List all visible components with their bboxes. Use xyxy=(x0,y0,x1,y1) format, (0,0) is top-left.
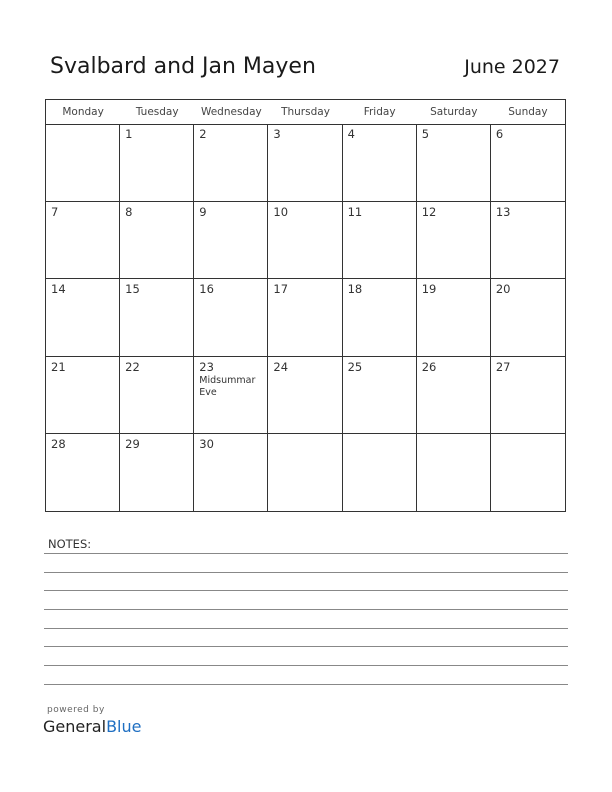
day-number: 29 xyxy=(125,437,140,452)
day-cell xyxy=(343,202,417,280)
day-cell xyxy=(46,124,120,202)
day-number: 22 xyxy=(125,359,140,374)
day-cell xyxy=(268,202,342,280)
calendar-grid xyxy=(45,99,566,512)
calendar-title: Svalbard and Jan Mayen xyxy=(50,54,316,79)
day-cell xyxy=(194,279,268,357)
notes-line xyxy=(44,665,568,666)
notes-line xyxy=(44,646,568,647)
day-grid xyxy=(46,124,565,512)
notes-line xyxy=(44,628,568,629)
powered-by-text: powered by xyxy=(47,705,105,715)
day-cell xyxy=(343,357,417,435)
day-event: Midsummar Eve xyxy=(199,374,256,398)
day-cell xyxy=(120,279,194,357)
notes-line xyxy=(44,572,568,573)
day-number: 27 xyxy=(495,359,511,374)
day-cell xyxy=(268,124,342,202)
notes-label: NOTES: xyxy=(48,537,92,551)
logo-text-general: General xyxy=(43,717,107,736)
day-cell xyxy=(491,202,565,280)
day-cell xyxy=(417,202,491,280)
day-cell xyxy=(46,202,120,280)
day-cell xyxy=(194,202,268,280)
day-number: 15 xyxy=(125,282,140,297)
day-number: 23 xyxy=(199,359,214,374)
day-number: 18 xyxy=(347,282,363,297)
day-cell xyxy=(343,279,417,357)
day-number: 6 xyxy=(495,127,504,141)
weekday-thursday: Thursday xyxy=(281,106,330,118)
calendar-month: June 2027 xyxy=(464,56,560,78)
day-cell xyxy=(46,357,120,435)
weekday-saturday: Saturday xyxy=(430,106,478,118)
day-cell xyxy=(417,279,491,357)
day-number: 20 xyxy=(495,282,511,297)
day-cell xyxy=(491,357,565,435)
day-cell xyxy=(343,124,417,202)
day-cell xyxy=(417,434,491,512)
day-number: 5 xyxy=(421,127,430,141)
day-cell xyxy=(268,279,342,357)
notes-line xyxy=(44,609,568,610)
day-cell xyxy=(120,434,194,512)
day-number: 11 xyxy=(347,204,363,219)
day-number: 3 xyxy=(273,127,281,141)
day-cell xyxy=(120,124,194,202)
day-cell xyxy=(343,434,417,512)
day-cell xyxy=(194,434,268,512)
day-number: 26 xyxy=(421,359,437,374)
day-number: 8 xyxy=(125,204,133,219)
weekday-sunday: Sunday xyxy=(508,106,548,118)
day-number: 13 xyxy=(495,204,511,219)
generalblue-logo xyxy=(43,717,141,736)
day-cell xyxy=(120,357,194,435)
day-number: 9 xyxy=(199,204,207,219)
weekday-wednesday: Wednesday xyxy=(200,106,262,118)
weekday-header-row xyxy=(46,100,565,125)
notes-line xyxy=(44,553,568,554)
day-cell xyxy=(491,279,565,357)
day-number: 7 xyxy=(51,204,59,219)
day-number: 19 xyxy=(421,282,437,297)
day-number: 25 xyxy=(347,359,363,374)
day-cell xyxy=(491,124,565,202)
day-cell xyxy=(417,357,491,435)
day-number: 1 xyxy=(125,127,133,141)
notes-line xyxy=(44,684,568,685)
day-number: 2 xyxy=(199,127,207,141)
day-cell xyxy=(417,124,491,202)
day-number: 24 xyxy=(273,359,289,374)
day-number: 16 xyxy=(199,282,214,297)
day-cell xyxy=(46,279,120,357)
day-cell xyxy=(194,124,268,202)
day-number: 12 xyxy=(421,204,437,219)
weekday-tuesday: Tuesday xyxy=(135,106,179,118)
day-number: 10 xyxy=(273,204,289,219)
weekday-monday: Monday xyxy=(62,106,104,118)
day-cell xyxy=(46,434,120,512)
day-cell xyxy=(491,434,565,512)
day-number: 17 xyxy=(273,282,289,297)
logo-text-blue: Blue xyxy=(106,717,142,736)
day-number: 21 xyxy=(51,359,66,374)
day-cell xyxy=(120,202,194,280)
day-cell xyxy=(268,434,342,512)
day-number: 4 xyxy=(347,127,355,141)
day-number: 30 xyxy=(199,437,214,452)
notes-line xyxy=(44,590,568,591)
day-number: 28 xyxy=(51,437,66,452)
weekday-friday: Friday xyxy=(363,106,396,118)
day-number: 14 xyxy=(51,282,66,297)
day-cell xyxy=(268,357,342,435)
day-cell xyxy=(194,357,268,435)
